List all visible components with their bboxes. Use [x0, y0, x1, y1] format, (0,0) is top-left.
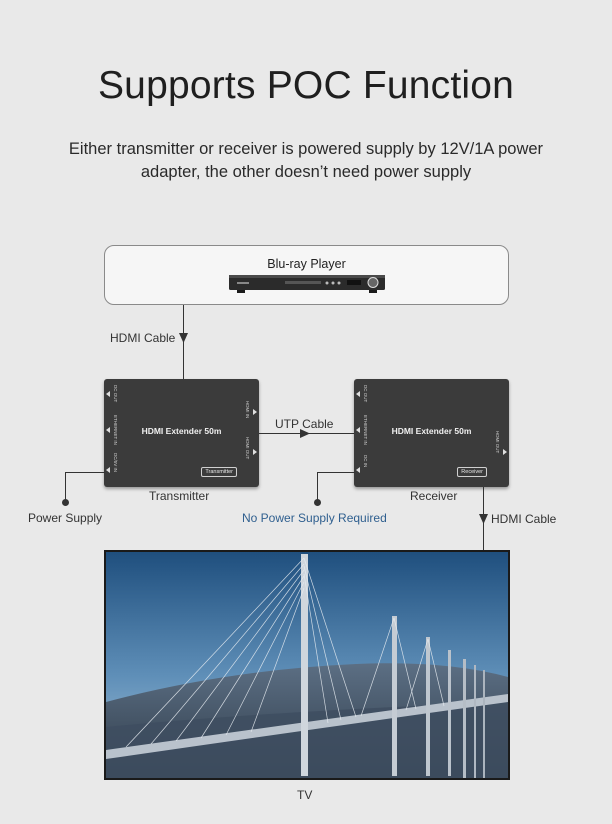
transmitter-caption: Transmitter: [149, 489, 210, 503]
receiver-port-label: DC OUT: [363, 385, 368, 403]
receiver-port-icon: [356, 467, 360, 473]
tv-label: TV: [297, 788, 313, 802]
no-power-dot-icon: [314, 499, 321, 506]
tv-screen: [104, 550, 510, 780]
hdmi-out-arrow-icon: [479, 514, 488, 524]
no-power-line: [317, 472, 355, 473]
bluray-player-icon: [229, 274, 385, 294]
utp-cable-label: UTP Cable: [275, 417, 334, 431]
transmitter-device: [104, 379, 259, 487]
power-supply-line: [65, 472, 66, 502]
receiver-port-label: ETHERNET IN: [363, 415, 368, 445]
receiver-caption: Receiver: [410, 489, 458, 503]
receiver-device: [354, 379, 509, 487]
transmitter-port-label: DC OUT: [113, 385, 118, 403]
hdmi-in-arrow-icon: [179, 333, 188, 343]
bluray-player-label: Blu-ray Player: [267, 257, 346, 271]
transmitter-port-label: HDMI IN: [245, 401, 250, 419]
transmitter-port-label: ETHERNET IN: [113, 415, 118, 445]
power-supply-label: Power Supply: [28, 511, 103, 525]
receiver-port-icon: [503, 449, 507, 455]
no-power-label: No Power Supply Required: [242, 511, 387, 525]
receiver-title: HDMI Extender 50m: [391, 426, 472, 436]
power-supply-line: [65, 472, 105, 473]
transmitter-port-icon: [106, 391, 110, 397]
receiver-port-label: HDMI OUT: [495, 431, 500, 454]
tv-bridge-image: [106, 552, 508, 778]
transmitter-port-label: DC/5V IN: [113, 453, 118, 473]
transmitter-port-icon: [106, 467, 110, 473]
no-power-line: [317, 472, 318, 502]
page-title: Supports POC Function: [97, 64, 515, 107]
transmitter-title: HDMI Extender 50m: [141, 426, 222, 436]
transmitter-port-icon: [106, 427, 110, 433]
receiver-port-label: DC IN: [363, 455, 368, 468]
hdmi-out-cable-label: HDMI Cable: [491, 512, 557, 526]
page-subtitle: Either transmitter or receiver is powered supply by 12V/1A power adapter, the other doesn’t need power supply: [68, 140, 544, 181]
transmitter-port-label: HDMI OUT: [245, 437, 250, 460]
receiver-port-icon: [356, 391, 360, 397]
receiver-port-icon: [356, 427, 360, 433]
receiver-badge: Receiver: [457, 467, 487, 477]
transmitter-badge: Transmitter: [201, 467, 237, 477]
power-supply-dot-icon: [62, 499, 69, 506]
transmitter-port-icon: [253, 449, 257, 455]
bluray-player-box: [104, 245, 509, 305]
hdmi-in-cable-label: HDMI Cable: [110, 331, 176, 345]
transmitter-port-icon: [253, 409, 257, 415]
